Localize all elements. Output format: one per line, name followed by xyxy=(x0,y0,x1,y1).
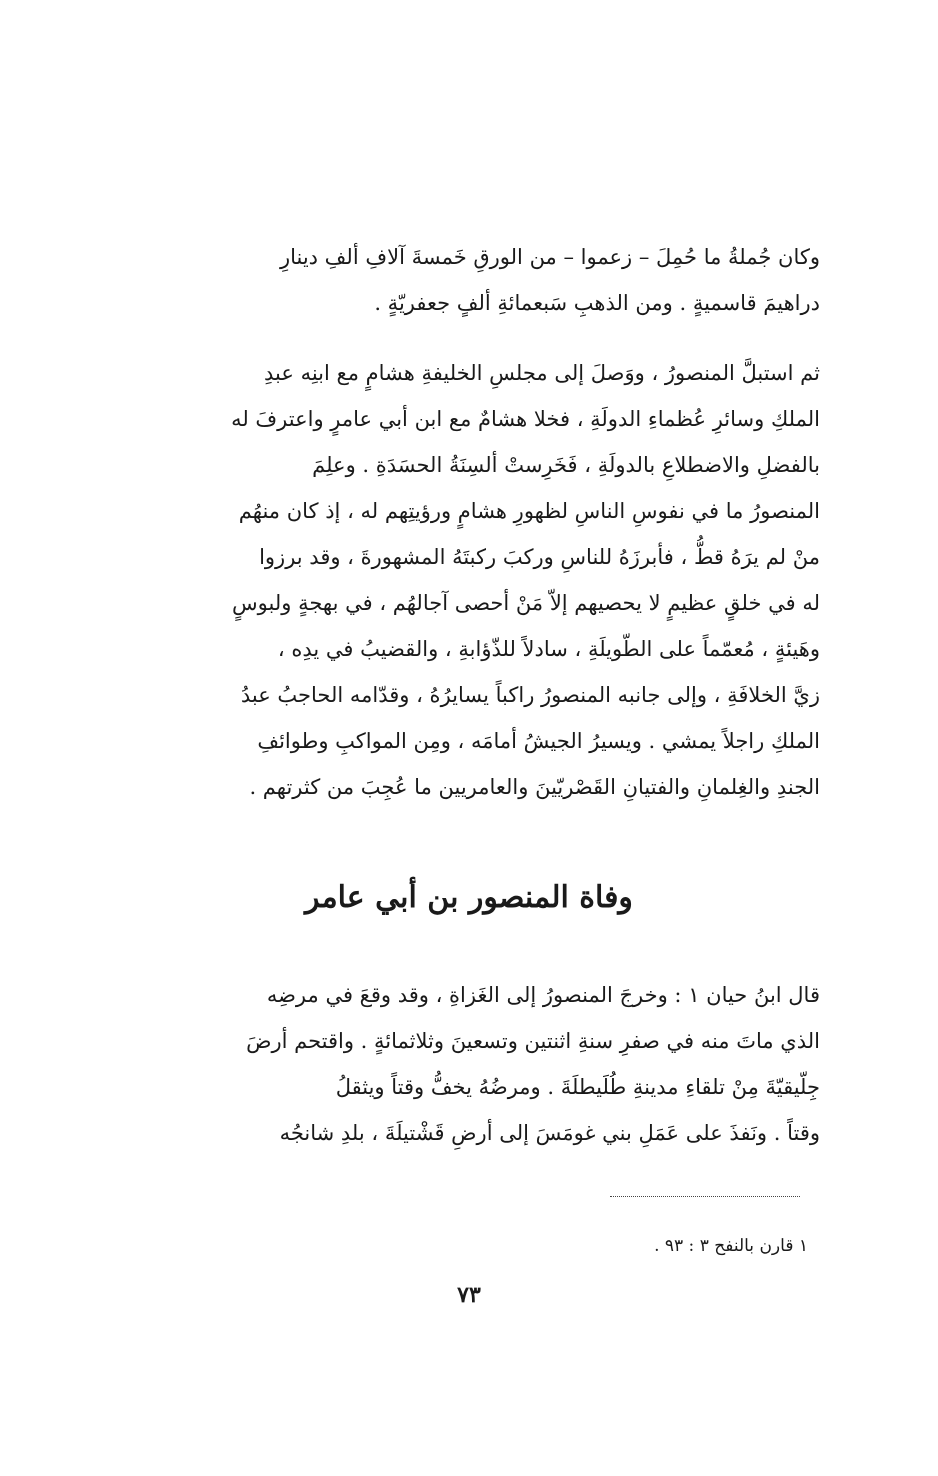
text-line: دراهيمَ قاسميةٍ . ومن الذهبِ سَبعمائةِ ألفٍ جعفريّةٍ . xyxy=(374,291,820,315)
text-line: المنصورُ ما في نفوسِ الناسِ لظهورِ هشامٍ ورؤيتِهم له ، إذ كان منهُم xyxy=(238,499,820,523)
footnote-divider xyxy=(610,1196,800,1197)
text-line: ثم استبلَّ المنصورُ ، ووَصلَ إلى مجلسِ الخليفةِ هشامٍ مع ابنِه عبدِ xyxy=(264,361,820,385)
text-line: الذي ماتَ منه في صفرِ سنةِ اثنتين وتسعينَ وثلاثمائةٍ . واقتحم أرضَ xyxy=(246,1029,820,1053)
text-line: بالفضلِ والاضطلاعِ بالدولَةِ ، فَخَرِستْ ألسِنَةُ الحسَدَةِ . وعلِمَ xyxy=(312,453,820,477)
text-line: له في خلقٍ عظيمٍ لا يحصيهم إلاّ مَنْ أحصى آجالهُم ، في بهجةٍ ولبوسٍ xyxy=(232,591,820,615)
text-line: وهَيئةٍ ، مُعمّماً على الطّويلَةِ ، سادلاً للذّؤابةِ ، والقضيبُ في يدِه ، xyxy=(277,637,820,661)
text-line: الجندِ والغِلمانِ والفتيانِ القَصْريّينَ والعامريين ما عُجِبَ من كثرتهم . xyxy=(249,775,820,799)
page-number: ٧٣ xyxy=(457,1282,481,1308)
paragraph-3 xyxy=(120,972,820,1156)
text-line: وقتاً . ونَفذَ على عَمَلِ بني غومَسَ إلى أرضِ قَشْتيلَةَ ، بلدِ شانجُه xyxy=(279,1121,820,1145)
section-heading: وفاة المنصور بن أبي عامر xyxy=(305,880,633,915)
paragraph-2 xyxy=(120,350,820,810)
text-line: الملكِ وسائرِ عُظماءِ الدولَةِ ، فخلا هشامٌ مع ابن أبي عامرٍ واعترفَ له xyxy=(231,407,820,431)
paragraph-1 xyxy=(120,234,820,326)
text-line: الملكِ راجلاً يمشي . ويسيرُ الجيشُ أمامَه ، ومِن المواكبِ وطوائفِ xyxy=(257,729,820,753)
text-line: قال ابنُ حيان ١ : وخرجَ المنصورُ إلى الغَزاةِ ، وقد وقعَ في مرضِه xyxy=(266,983,820,1007)
text-line: زيَّ الخلافَةِ ، وإلى جانبه المنصورُ راكباً يسايرُهُ ، وقدّامه الحاجبُ عبدُ xyxy=(240,683,820,707)
footnote: ١ قارن بالنفح ٣ : ٩٣ . xyxy=(654,1236,808,1256)
text-line: جِلّيقيّةَ مِنْ تلقاءِ مدينةِ طُلَيطلَةَ . ومرضُهُ يخفُّ وقتاً ويثقلُ xyxy=(335,1075,820,1099)
text-line: وكان جُملةُ ما حُمِلَ – زعموا – من الورقِ خَمسةَ آلافِ ألفِ دينارِ xyxy=(279,245,820,269)
text-line: منْ لم يرَهُ قطُّ ، فأبرزَهُ للناسِ وركبَ ركبتَهُ المشهورةَ ، وقد برزوا xyxy=(259,545,820,569)
